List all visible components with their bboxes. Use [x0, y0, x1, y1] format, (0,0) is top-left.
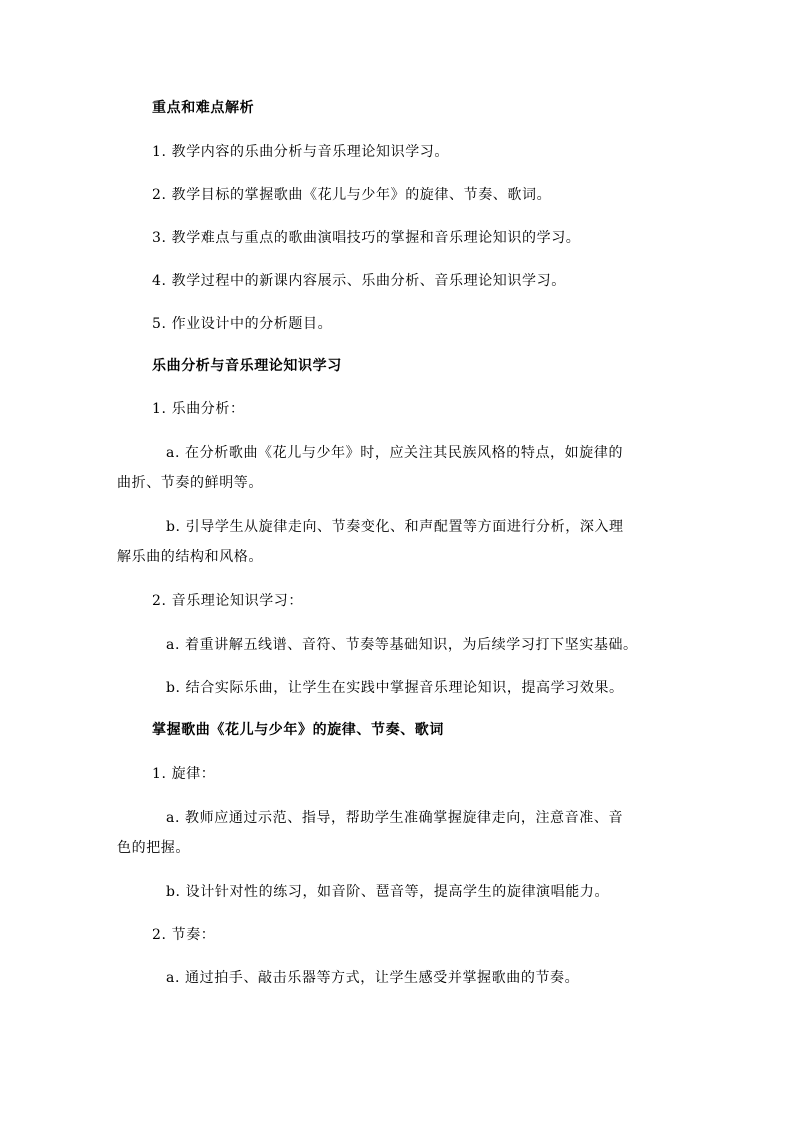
- list-item: 2. 教学目标的掌握歌曲《花儿与少年》的旋律、节奏、歌词。: [152, 187, 552, 203]
- paragraph-line: b. 设计针对性的练习，如音阶、琶音等，提高学生的旋律演唱能力。: [166, 884, 610, 900]
- heading-key-points: 重点和难点解析: [152, 100, 255, 116]
- list-item: 4. 教学过程中的新课内容展示、乐曲分析、音乐理论知识学习。: [152, 273, 566, 289]
- list-item: 5. 作业设计中的分析题目。: [152, 316, 333, 332]
- subheading: 1. 旋律：: [152, 766, 216, 782]
- heading-music-analysis: 乐曲分析与音乐理论知识学习: [152, 358, 342, 374]
- paragraph-line: a. 着重讲解五线谱、音符、节奏等基础知识，为后续学习打下坚实基础。: [166, 637, 638, 653]
- list-item: 3. 教学难点与重点的歌曲演唱技巧的掌握和音乐理论知识的学习。: [152, 230, 581, 246]
- paragraph-line: b. 结合实际乐曲，让学生在实践中掌握音乐理论知识，提高学习效果。: [166, 680, 624, 696]
- heading-song-mastery: 掌握歌曲《花儿与少年》的旋律、节奏、歌词: [152, 722, 444, 738]
- paragraph-line: a. 在分析歌曲《花儿与少年》时，应关注其民族风格的特点，如旋律的: [166, 445, 624, 461]
- paragraph-line: a. 通过拍手、敲击乐器等方式，让学生感受并掌握歌曲的节奏。: [166, 970, 580, 986]
- subheading: 2. 节奏：: [152, 927, 216, 943]
- paragraph-line: 色的把握。: [117, 840, 190, 856]
- paragraph-line: 解乐曲的结构和风格。: [117, 549, 263, 565]
- paragraph-line: b. 引导学生从旋律走向、节奏变化、和声配置等方面进行分析，深入理: [166, 519, 624, 535]
- paragraph-line: a. 教师应通过示范、指导，帮助学生准确掌握旋律走向，注意音准、音: [166, 810, 624, 826]
- paragraph-line: 曲折、节奏的鲜明等。: [117, 475, 263, 491]
- subheading: 2. 音乐理论知识学习：: [152, 593, 304, 609]
- subheading: 1. 乐曲分析：: [152, 401, 245, 417]
- list-item: 1. 教学内容的乐曲分析与音乐理论知识学习。: [152, 144, 450, 160]
